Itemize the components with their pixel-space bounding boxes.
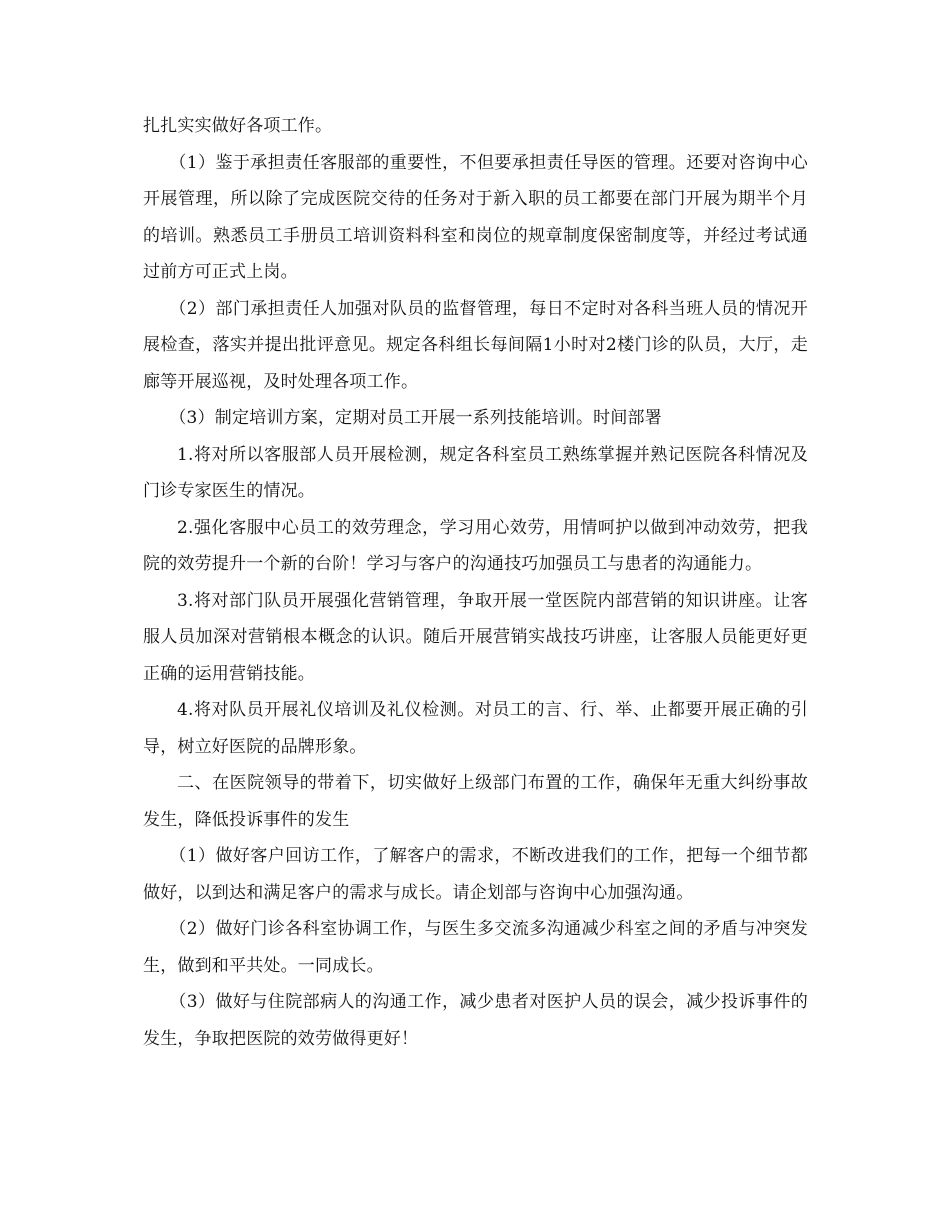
section-heading-two: 二、在医院领导的带着下，切实做好上级部门布置的工作，确保年无重大纠纷事故发生，降低投诉事件的发生 bbox=[143, 773, 808, 830]
document-body bbox=[143, 108, 808, 1057]
paragraph-sub-1-testing: 1.将对所以客服部人员开展检测，规定各科室员工熟练掌握并熟记医院各科情况及门诊专家医生的情况。 bbox=[143, 444, 808, 501]
paragraph-item-3-inpatient-communication: （3）做好与住院部病人的沟通工作，减少患者对医护人员的误会，减少投诉事件的发生，争取把医院的效劳做得更好！ bbox=[143, 992, 808, 1049]
paragraph-sub-4-etiquette: 4.将对队员开展礼仪培训及礼仪检测。对员工的言、行、举、止都要开展正确的引导，树立好医院的品牌形象。 bbox=[143, 700, 808, 757]
paragraph-sub-3-marketing: 3.将对部门队员开展强化营销管理，争取开展一堂医院内部营销的知识讲座。让客服人员加深对营销根本概念的认识。随后开展营销实战技巧讲座，让客服人员能更好更正确的运用营销技能。 bbox=[143, 590, 808, 684]
paragraph-item-1-consulting-training: （1）鉴于承担责任客服部的重要性，不但要承担责任导医的管理。还要对咨询中心开展管理，所以除了完成医院交待的任务对于新入职的员工都要在部门开展为期半个月的培训。熟悉员工手册员工培训资料科室和岗位的规章制度保密制度等，并经过考试通过前方可正式上岗。 bbox=[143, 152, 808, 282]
paragraph-continuation: 扎扎实实做好各项工作。 bbox=[143, 116, 333, 136]
paragraph-item-1-customer-visits: （1）做好客户回访工作，了解客户的需求，不断改进我们的工作，把每一个细节都做好，以到达和满足客户的需求与成长。请企划部与咨询中心加强沟通。 bbox=[143, 846, 808, 903]
paragraph-item-3-training-plan: （3）制定培训方案，定期对员工开展一系列技能培训。时间部署 bbox=[169, 408, 662, 428]
paragraph-item-2-coordination: （2）做好门诊各科室协调工作，与医生多交流多沟通减少科室之间的矛盾与冲突发生，做到和平共处。一同成长。 bbox=[143, 919, 808, 976]
paragraph-item-2-supervision: （2）部门承担责任人加强对队员的监督管理，每日不定时对各科当班人员的情况开展检查，落实并提出批评意见。规定各科组长每间隔1小时对2楼门诊的队员，大厅，走廊等开展巡视，及时处理各项工作。 bbox=[143, 298, 808, 392]
paragraph-sub-2-service-concept: 2.强化客服中心员工的效劳理念，学习用心效劳，用情呵护以做到冲动效劳，把我院的效劳提升一个新的台阶！学习与客户的沟通技巧加强员工与患者的沟通能力。 bbox=[143, 517, 808, 574]
